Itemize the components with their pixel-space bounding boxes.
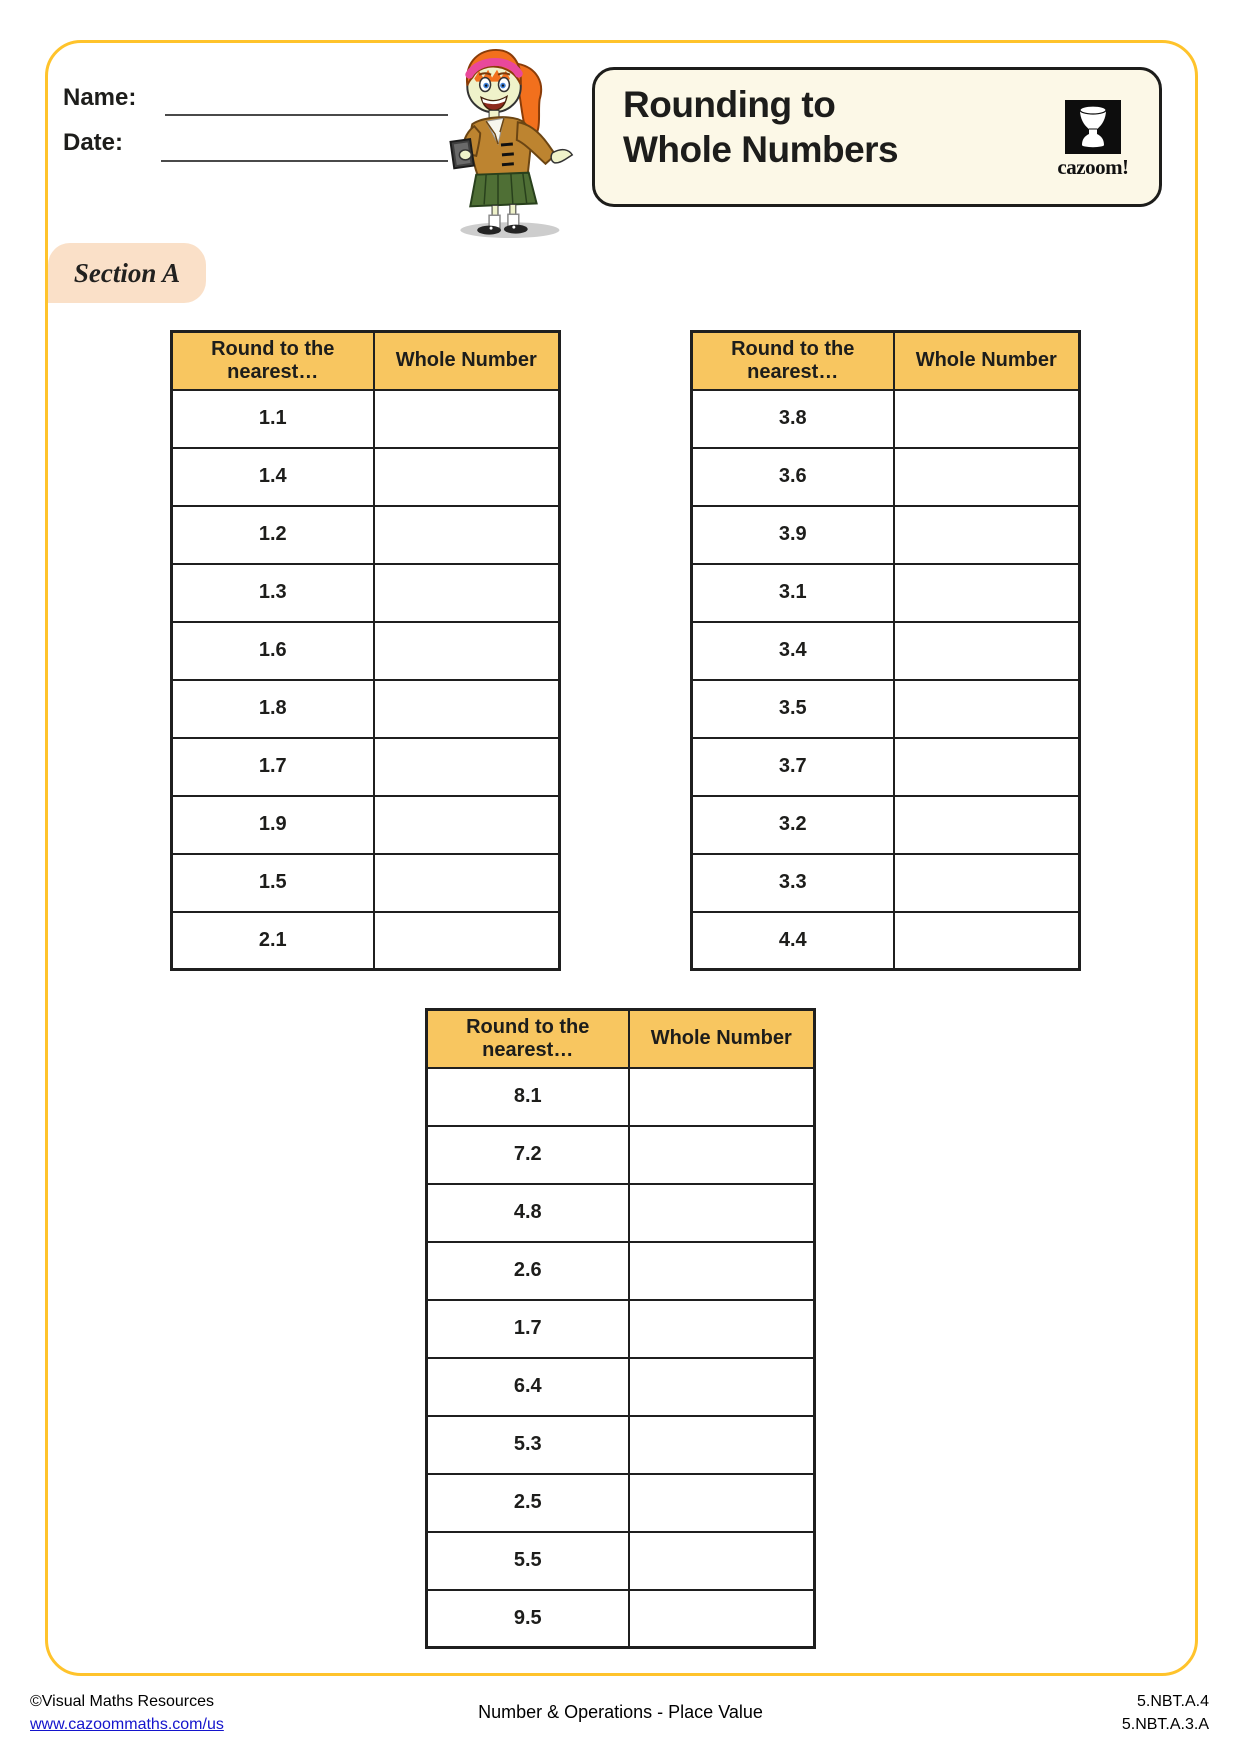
standard-code: 5.NBT.A.3.A bbox=[1121, 1716, 1209, 1733]
table-row bbox=[172, 448, 560, 506]
decimal-value-cell: 2.1 bbox=[172, 912, 374, 970]
decimal-value-cell: 8.1 bbox=[427, 1068, 629, 1126]
table-row bbox=[692, 738, 1080, 796]
table-row bbox=[427, 1184, 815, 1242]
table-row bbox=[692, 854, 1080, 912]
answer-cell[interactable] bbox=[374, 506, 560, 564]
table-row bbox=[427, 1532, 815, 1590]
answer-cell[interactable] bbox=[374, 564, 560, 622]
table-row bbox=[172, 796, 560, 854]
table-row bbox=[427, 1068, 815, 1126]
table-header-row bbox=[692, 332, 1080, 390]
whole-number-header: Whole Number bbox=[629, 1010, 815, 1068]
name-label: Name: bbox=[63, 84, 137, 111]
table-row bbox=[172, 506, 560, 564]
table-row bbox=[172, 854, 560, 912]
decimal-value-cell: 2.5 bbox=[427, 1474, 629, 1532]
decimal-value-cell: 6.4 bbox=[427, 1358, 629, 1416]
answer-cell[interactable] bbox=[629, 1474, 815, 1532]
cazoom-logo bbox=[1041, 100, 1145, 180]
date-input-line[interactable] bbox=[161, 160, 448, 162]
answer-cell[interactable] bbox=[629, 1416, 815, 1474]
table-row bbox=[172, 622, 560, 680]
page-title-line1: Rounding to bbox=[623, 84, 836, 125]
table-row bbox=[427, 1590, 815, 1648]
name-input-line[interactable] bbox=[165, 114, 448, 116]
footer-standards bbox=[1122, 1690, 1209, 1736]
decimal-value-cell: 1.7 bbox=[427, 1300, 629, 1358]
table-row bbox=[692, 796, 1080, 854]
answer-cell[interactable] bbox=[374, 912, 560, 970]
rounding-table-2 bbox=[690, 330, 1081, 971]
decimal-value-cell: 7.2 bbox=[427, 1126, 629, 1184]
table-row bbox=[427, 1416, 815, 1474]
decimal-value-cell: 2.6 bbox=[427, 1242, 629, 1300]
decimal-value-cell: 1.4 bbox=[172, 448, 374, 506]
round-to-nearest-header: Round to the nearest… bbox=[427, 1010, 629, 1068]
decimal-value-cell: 3.8 bbox=[692, 390, 894, 448]
answer-cell[interactable] bbox=[894, 796, 1080, 854]
decimal-value-cell: 1.6 bbox=[172, 622, 374, 680]
decimal-value-cell: 1.9 bbox=[172, 796, 374, 854]
answer-cell[interactable] bbox=[374, 796, 560, 854]
table-row bbox=[692, 912, 1080, 970]
decimal-value-cell: 3.7 bbox=[692, 738, 894, 796]
answer-cell[interactable] bbox=[894, 854, 1080, 912]
date-label: Date: bbox=[63, 129, 124, 156]
table-header-row bbox=[427, 1010, 815, 1068]
decimal-value-cell: 1.5 bbox=[172, 854, 374, 912]
decimal-value-cell: 3.1 bbox=[692, 564, 894, 622]
table-row bbox=[427, 1126, 815, 1184]
decimal-value-cell: 5.5 bbox=[427, 1532, 629, 1590]
table-row bbox=[172, 912, 560, 970]
answer-cell[interactable] bbox=[629, 1068, 815, 1126]
table-row bbox=[692, 622, 1080, 680]
decimal-value-cell: 3.5 bbox=[692, 680, 894, 738]
decimal-value-cell: 1.8 bbox=[172, 680, 374, 738]
table-row bbox=[692, 680, 1080, 738]
table-row bbox=[172, 738, 560, 796]
page-title-line2: Whole Numbers bbox=[623, 129, 899, 170]
section-a-label: Section A bbox=[73, 257, 181, 288]
table-header-row bbox=[172, 332, 560, 390]
table-row bbox=[692, 448, 1080, 506]
decimal-value-cell: 5.3 bbox=[427, 1416, 629, 1474]
whole-number-header: Whole Number bbox=[374, 332, 560, 390]
cazoommaths-link[interactable]: www.cazoommaths.com/us bbox=[30, 1716, 224, 1733]
page-footer bbox=[30, 1688, 1211, 1748]
answer-cell[interactable] bbox=[894, 390, 1080, 448]
answer-cell[interactable] bbox=[374, 448, 560, 506]
djembe-drum-icon bbox=[1065, 100, 1121, 154]
table-row bbox=[692, 564, 1080, 622]
answer-cell[interactable] bbox=[374, 390, 560, 448]
answer-cell[interactable] bbox=[894, 912, 1080, 970]
answer-cell[interactable] bbox=[374, 738, 560, 796]
topic-text: Number & Operations - Place Value bbox=[478, 1702, 763, 1722]
decimal-value-cell: 3.4 bbox=[692, 622, 894, 680]
answer-cell[interactable] bbox=[374, 622, 560, 680]
decimal-value-cell: 3.3 bbox=[692, 854, 894, 912]
answer-cell[interactable] bbox=[629, 1532, 815, 1590]
decimal-value-cell: 1.1 bbox=[172, 390, 374, 448]
answer-cell[interactable] bbox=[629, 1242, 815, 1300]
answer-cell[interactable] bbox=[894, 738, 1080, 796]
table-row bbox=[692, 506, 1080, 564]
decimal-value-cell: 3.9 bbox=[692, 506, 894, 564]
table-row bbox=[692, 390, 1080, 448]
copyright-text: ©Visual Maths Resources bbox=[30, 1693, 215, 1710]
whole-number-header: Whole Number bbox=[894, 332, 1080, 390]
decimal-value-cell: 1.3 bbox=[172, 564, 374, 622]
answer-cell[interactable] bbox=[894, 622, 1080, 680]
answer-cell[interactable] bbox=[629, 1126, 815, 1184]
answer-cell[interactable] bbox=[894, 680, 1080, 738]
page-title bbox=[623, 82, 898, 172]
decimal-value-cell: 4.4 bbox=[692, 912, 894, 970]
table-row bbox=[427, 1242, 815, 1300]
table-row bbox=[172, 564, 560, 622]
cazoom-logo-text: cazoom! bbox=[1057, 155, 1129, 179]
answer-cell[interactable] bbox=[629, 1358, 815, 1416]
schoolgirl-icon bbox=[418, 44, 578, 242]
answer-cell[interactable] bbox=[374, 854, 560, 912]
decimal-value-cell: 3.2 bbox=[692, 796, 894, 854]
title-box bbox=[592, 67, 1162, 207]
answer-cell[interactable] bbox=[894, 564, 1080, 622]
table-row bbox=[427, 1300, 815, 1358]
footer-left bbox=[30, 1690, 224, 1736]
table-row bbox=[427, 1474, 815, 1532]
answer-cell[interactable] bbox=[894, 448, 1080, 506]
answer-cell[interactable] bbox=[629, 1184, 815, 1242]
decimal-value-cell: 4.8 bbox=[427, 1184, 629, 1242]
decimal-value-cell: 1.2 bbox=[172, 506, 374, 564]
round-to-nearest-header: Round to the nearest… bbox=[692, 332, 894, 390]
section-a-badge bbox=[48, 243, 206, 303]
decimal-value-cell: 9.5 bbox=[427, 1590, 629, 1648]
decimal-value-cell: 3.6 bbox=[692, 448, 894, 506]
answer-cell[interactable] bbox=[374, 680, 560, 738]
answer-cell[interactable] bbox=[894, 506, 1080, 564]
rounding-table-1 bbox=[170, 330, 561, 971]
table-row bbox=[172, 680, 560, 738]
table-row bbox=[172, 390, 560, 448]
decimal-value-cell: 1.7 bbox=[172, 738, 374, 796]
round-to-nearest-header: Round to the nearest… bbox=[172, 332, 374, 390]
standard-code: 5.NBT.A.4 bbox=[1136, 1693, 1209, 1710]
rounding-table-3 bbox=[425, 1008, 816, 1649]
answer-cell[interactable] bbox=[629, 1590, 815, 1648]
answer-cell[interactable] bbox=[629, 1300, 815, 1358]
table-row bbox=[427, 1358, 815, 1416]
